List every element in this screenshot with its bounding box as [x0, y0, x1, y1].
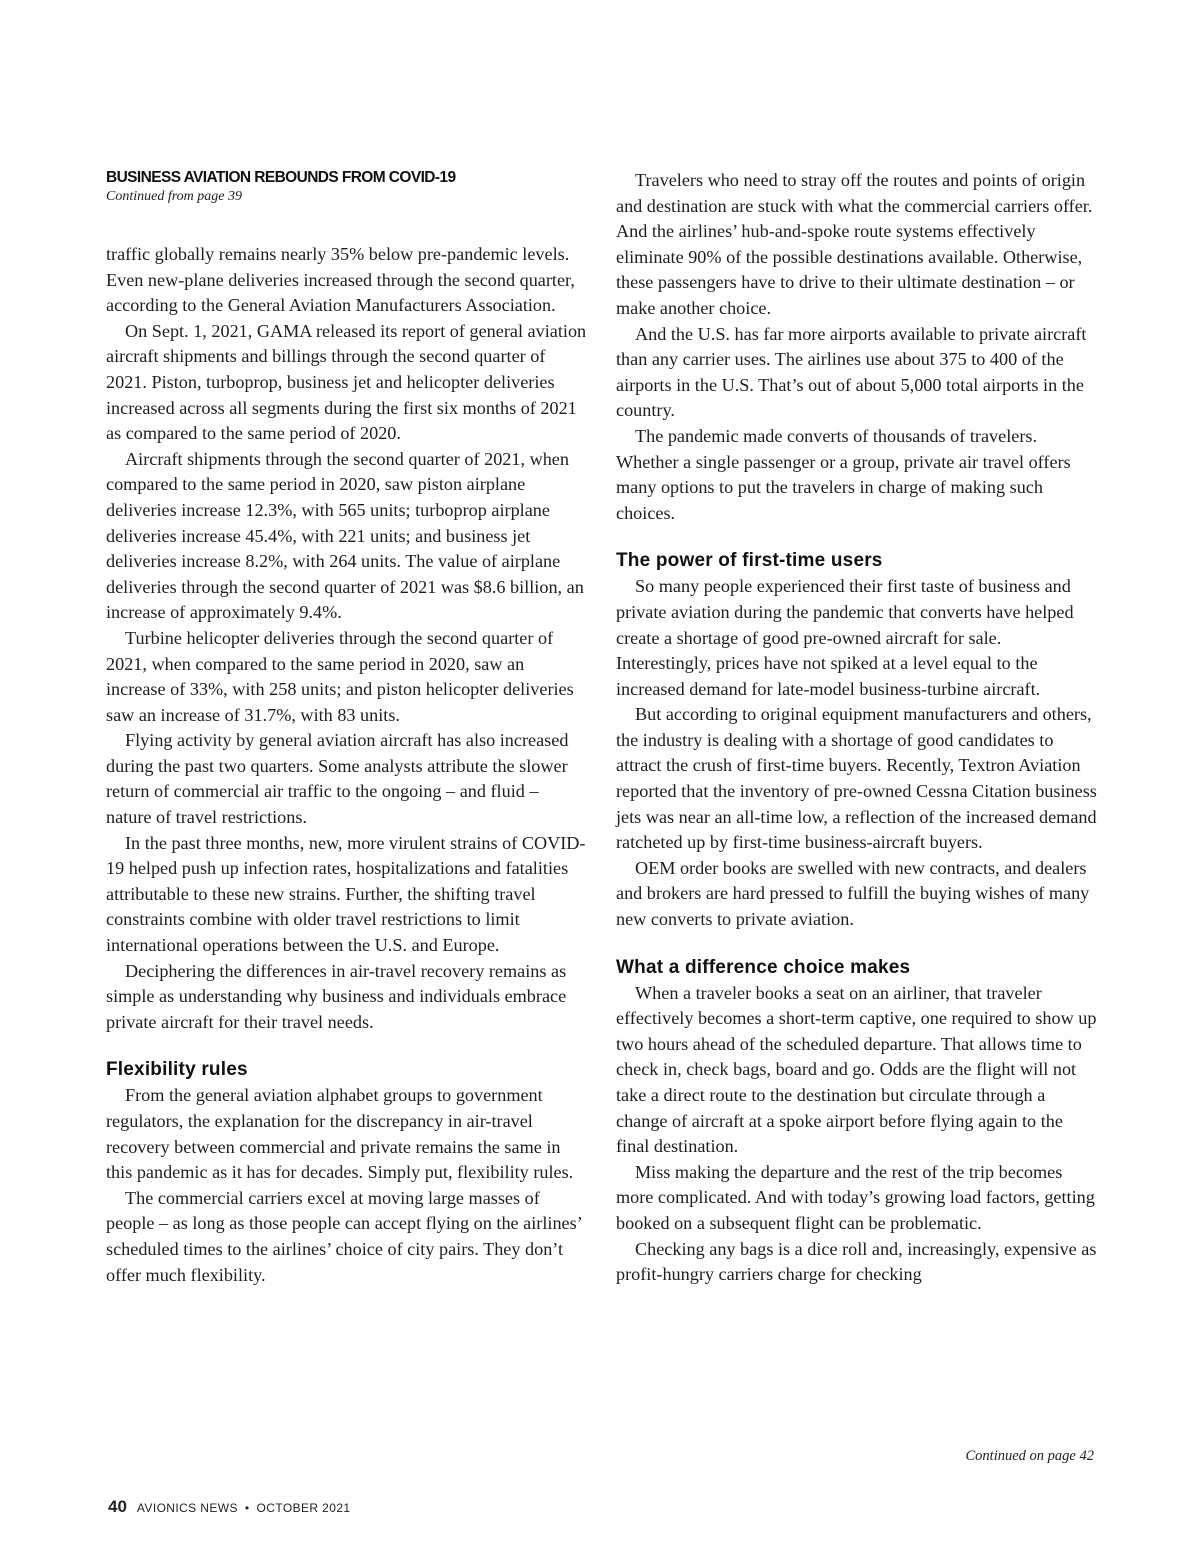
section-heading: Flexibility rules [106, 1059, 248, 1081]
body-paragraph: When a traveler books a seat on an airliner, that traveler effectively becomes a short-term captive, one required to show up two hours ahead of the scheduled departure. That allows time to check in, check bags, board and go. Odds are the flight will not take a direct route to the destination but circulate through a change of aircraft at a spoke airport before flying again to the final destination. [616, 982, 1097, 1157]
section-heading: The power of first-time users [616, 550, 883, 572]
body-paragraph: OEM order books are swelled with new contracts, and dealers and brokers are hard pressed to fulfill the buying wishes of many new converts to private aviation. [616, 857, 1090, 930]
page-number: 40 [108, 1497, 127, 1516]
footer-separator: • [244, 1501, 250, 1515]
right-column [616, 168, 1098, 1288]
right-column-text [616, 168, 1098, 1288]
page-footer [108, 1497, 350, 1517]
issue-date: OCTOBER 2021 [256, 1501, 351, 1515]
body-paragraph: traffic globally remains nearly 35% below pre-pandemic levels. Even new-plane deliveries increased through the second quarter, according to the General Aviation Manufacturers Association. [106, 244, 575, 316]
left-column [106, 168, 588, 1288]
body-paragraph: The commercial carriers excel at moving large masses of people – as long as those people can accept flying on the airlines’ scheduled times to the airlines’ choice of city pairs. They don’t offer much flexibility. [106, 1187, 582, 1285]
body-paragraph: Deciphering the differences in air-travel recovery remains as simple as understanding why business and individuals embrace private aircraft for their travel needs. [106, 960, 567, 1032]
body-paragraph: Turbine helicopter deliveries through the second quarter of 2021, when compared to the same period in 2020, saw an increase of 33%, with 258 units; and piston helicopter deliveries saw an increase of 31.7%, with 83 units. [106, 627, 574, 725]
body-paragraph: Checking any bags is a dice roll and, increasingly, expensive as profit-hungry carriers charge for checking [616, 1238, 1097, 1285]
body-paragraph: And the U.S. has far more airports available to private aircraft than any carrier uses. The airlines use about 375 to 400 of the airports in the U.S. That’s out of about 5,000 total airports in the country. [616, 323, 1087, 421]
body-paragraph: Flying activity by general aviation aircraft has also increased during the past two quarters. Some analysts attribute the slower return of commercial air traffic to the ongoing – and fluid – nature of travel restrictions. [106, 730, 569, 828]
body-paragraph: But according to original equipment manufacturers and others, the industry is dealing with a shortage of good candidates to attract the crush of first-time buyers. Recently, Textron Aviation reported that the inventory of pre-owned Cessna Citation business jets was near an all-time low, a reflection of the increased demand ratcheted up by first-time business-aircraft buyers. [616, 704, 1097, 853]
body-paragraph: Miss making the departure and the rest of the trip becomes more complicated. And with today’s growing load factors, getting booked on a subsequent flight can be problematic. [616, 1161, 1095, 1233]
body-paragraph: The pandemic made converts of thousands of travelers. Whether a single passenger or a group, private air travel offers many options to put the travelers in charge of making such choices. [616, 425, 1071, 523]
body-paragraph: On Sept. 1, 2021, GAMA released its report of general aviation aircraft shipments and billings through the second quarter of 2021. Piston, turboprop, business jet and helicopter deliveries increased across all segments during the first six months of 2021 as compared to the same period of 2020. [106, 320, 587, 444]
left-column-text [106, 242, 588, 1288]
section-heading: What a difference choice makes [616, 956, 911, 978]
body-paragraph: In the past three months, new, more virulent strains of COVID-19 helped push up infection rates, hospitalizations and fatalities attributable to these new strains. Further, the shifting travel constraints combine with older travel restrictions to limit international operations between the U.S. and Europe. [106, 832, 586, 956]
body-paragraph: So many people experienced their first taste of business and private aviation during the pandemic that converts have helped create a shortage of good pre-owned aircraft for sale. Interestingly, prices have not spiked at a level equal to the increased demand for late-model business-turbine aircraft. [616, 576, 1074, 699]
running-head: BUSINESS AVIATION REBOUNDS FROM COVID-19 [106, 169, 456, 186]
body-paragraph: Travelers who need to stray off the routes and points of origin and destination are stuck with what the commercial carriers offer. And the airlines’ hub-and-spoke route systems effectively eliminate 90% of the possible destinations available. Otherwise, these passengers have to drive to their ultimate destination – or make another choice. [616, 170, 1093, 318]
continued-on-note: Continued on page 42 [965, 1448, 1094, 1464]
body-paragraph: From the general aviation alphabet groups to government regulators, the explanation for the discrepancy in air-travel recovery between commercial and private remains the same in this pandemic as it has for decades. Simply put, flexibility rules. [106, 1085, 574, 1183]
continued-from-note: Continued from page 39 [106, 189, 242, 204]
body-paragraph: Aircraft shipments through the second quarter of 2021, when compared to the same period in 2020, saw piston airplane deliveries increase 12.3%, with 565 units; turboprop airplane deliveries increase 45.4%, with 221 units; and business jet deliveries increase 8.2%, with 264 units. The value of airplane deliveries through the second quarter of 2021 was $8.6 billion, an increase of approximately 9.4%. [106, 448, 584, 623]
publication-name: AVIONICS NEWS [136, 1501, 238, 1515]
